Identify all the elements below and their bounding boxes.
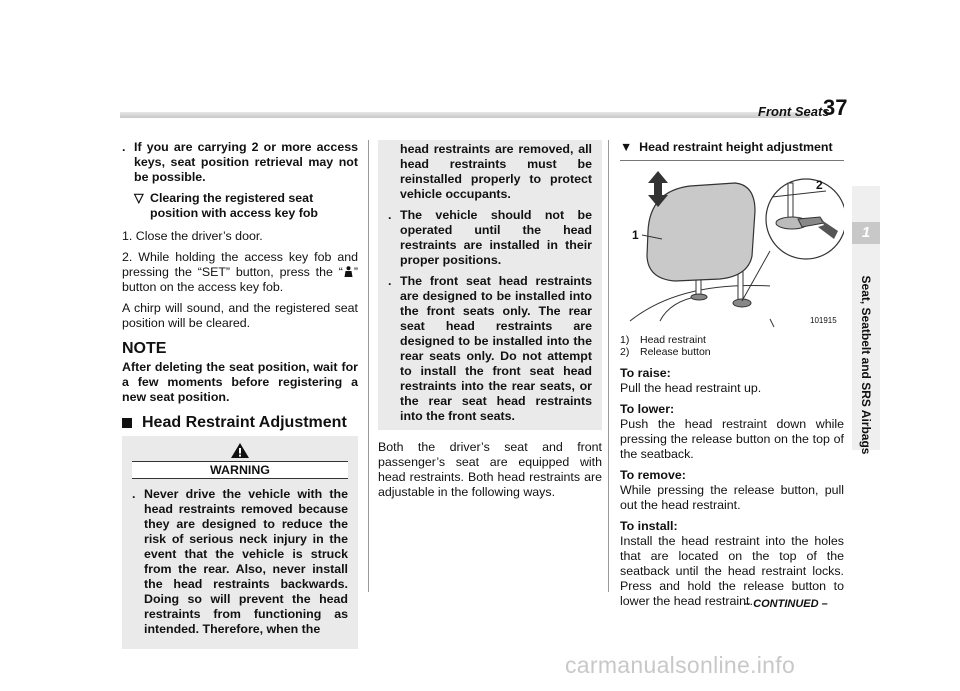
body-text: Both the driver’s seat and front passenger’s seat are equipped with head restraints. Both head restraints are adjustable in the following ways. — [378, 440, 602, 499]
chirp-text: A chirp will sound, and the registered seat position will be cleared. — [122, 301, 358, 330]
head-restraint-illustration — [620, 161, 844, 331]
figure-label-2: 2 — [816, 178, 823, 192]
remove-text: While pressing the release button, pull out the head restraint. — [620, 483, 844, 512]
remove-heading: To remove: — [620, 468, 686, 482]
head-restraint-figure — [620, 160, 844, 331]
bullet-dot: . — [122, 140, 126, 154]
warning-bullet: . The vehicle should not be operated until the head restraints are installed in their proper positions. — [388, 208, 592, 267]
figure-id: 101915 — [810, 316, 837, 325]
caption-row: 2) Release button — [620, 346, 711, 358]
bullet-dot: . — [132, 487, 136, 501]
column-2 — [378, 140, 602, 506]
warning-body — [122, 479, 358, 649]
section-title: Front Seats — [758, 104, 830, 119]
bullet-dot: . — [388, 274, 392, 288]
column-divider — [368, 140, 369, 592]
warning-continued-text: head restraints are removed, all head restraints must be reinstalled properly to protect vehicle occupants. — [400, 142, 592, 201]
triangle-down-icon: ▽ — [134, 191, 144, 205]
column-3-heading — [620, 140, 844, 155]
chapter-number: 1 — [852, 222, 880, 244]
warning-bullet: . Never drive the vehicle with the head restraints removed because they are designed to reduce the risk of serious neck injury in the event that the vehicle is struck from the rear. Also, never install the head restraints backwards. Doing so will prevent the head restraints from functioning as intended. Therefore, when the — [132, 487, 348, 636]
warning-label: WARNING — [132, 461, 348, 479]
install-text: Install the head restraint into the holes that are located on the top of the seatback until the head restraint locks. Press and hold the release button to lower the head restraint. — [620, 534, 844, 608]
continued-label: – CONTINUED – — [744, 598, 828, 610]
install-heading: To install: — [620, 519, 678, 533]
warning-box-continued — [378, 140, 602, 430]
sub-heading: ▽ Clearing the registered seat position with access key fob — [134, 191, 319, 220]
bullet-text: If you are carrying 2 or more access keys, seat position retrieval may not be possible. — [134, 140, 358, 184]
step-2: 2. While holding the access key fob and pressing the “SET” button, press the “ ” button on the access key fob. — [122, 250, 358, 294]
column-divider — [608, 140, 609, 592]
figure-caption — [620, 334, 844, 358]
triangle-down-icon: ▼ — [620, 140, 633, 154]
figure-label-1: 1 — [632, 228, 639, 242]
square-bullet-icon — [122, 418, 132, 428]
caption-row: 1) Head restraint — [620, 334, 706, 346]
lower-heading: To lower: — [620, 402, 675, 416]
raise-heading: To raise: — [620, 366, 671, 380]
sub-heading: ▼ Head restraint height adjustment — [620, 140, 833, 154]
column-3 — [620, 334, 844, 615]
watermark: carmanualsonline.info — [565, 652, 796, 678]
warning-header — [122, 436, 358, 479]
warning-bullet: . The front seat head restraints are designed to be installed into the front seats only. The rear seat head restraints are designed to be installed into the rear seats only. Do not attempt to install the front seat head restraints into the rear seats, or the rear seat head restraints into the front seats. — [388, 274, 592, 423]
note-text: After deleting the seat position, wait for a few moments before registering a new seat position. — [122, 360, 358, 404]
warning-box — [122, 436, 358, 649]
driver-seat-icon — [343, 266, 354, 278]
bullet-item — [122, 140, 358, 185]
lower-text: Push the head restraint down while pressing the release button on the top of the seatback. — [620, 417, 844, 461]
note-heading: NOTE — [122, 340, 167, 357]
raise-text: Pull the head restraint up. — [620, 381, 762, 395]
header-rule — [120, 112, 810, 118]
warning-triangle-icon — [230, 442, 250, 459]
page-number: 37 — [823, 95, 848, 120]
chapter-label: Seat, Seatbelt and SRS Airbags — [859, 275, 873, 455]
bullet-dot: . — [388, 208, 392, 222]
column-1 — [122, 140, 358, 649]
section-heading: Head Restraint Adjustment — [122, 415, 358, 430]
step-1: 1. Close the driver’s door. — [122, 229, 263, 243]
